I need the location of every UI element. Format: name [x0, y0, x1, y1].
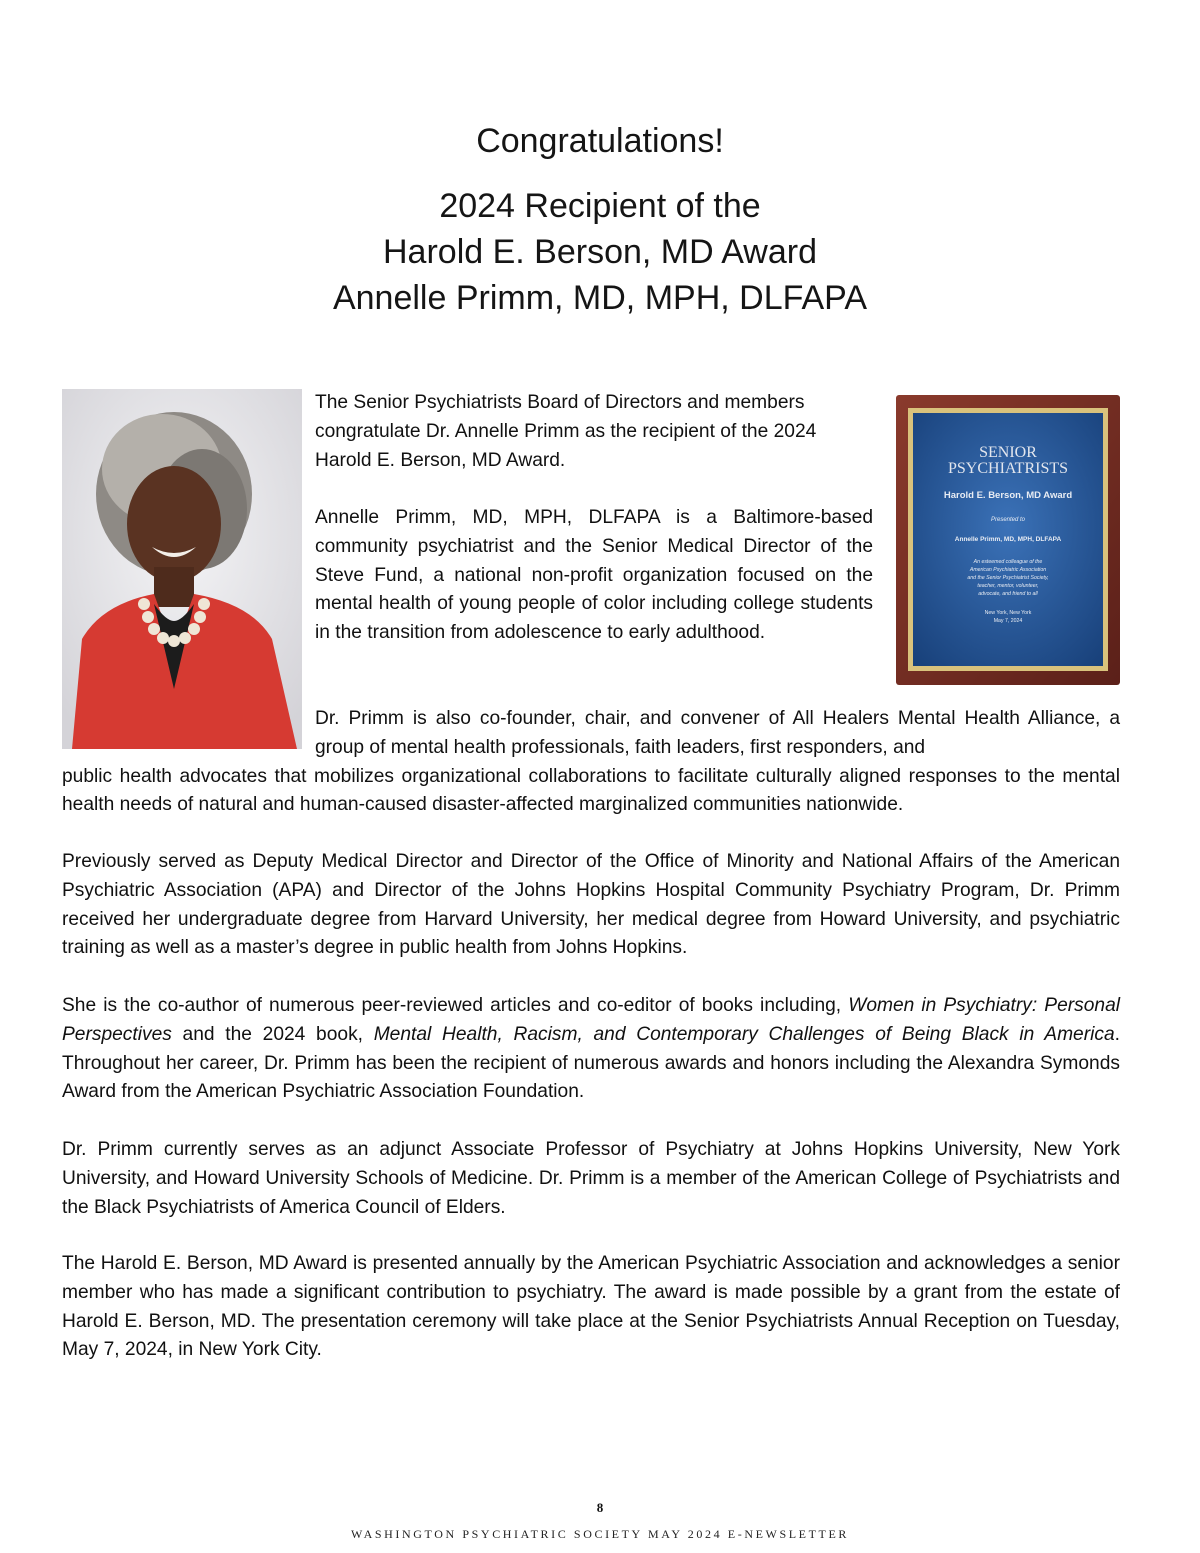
plaque-citation-2: American Psychiatric Association	[969, 567, 1047, 573]
plaque-org-line2: PSYCHIATRISTS	[947, 460, 1069, 477]
publications-text-e: . Throughout her career, Dr. Primm has been the recipient of numerous awards and honors including the Alexandra Symonds Award from the American Psychiatric Association Foundation.	[62, 1023, 1120, 1103]
newsletter-footer: WASHINGTON PSYCHIATRIC SOCIETY MAY 2024 E-NEWSLETTER	[351, 1527, 849, 1541]
award-plaque	[896, 395, 1120, 685]
book-title-mental-health-racism: Mental Health, Racism, and Contemporary Challenges of Being Black in America	[373, 1023, 1115, 1045]
recipient-portrait	[62, 389, 302, 749]
paragraph-alliance	[62, 705, 1120, 820]
recipient-name: Annelle Primm, MD, MPH, DLFAPA	[332, 279, 868, 317]
plaque-date: May 7, 2024	[993, 618, 1023, 624]
paragraph-career: Previously served as Deputy Medical Director and Director of the Office of Minority and National Affairs of the American Psychiatric Association (APA) and Director of the Johns Hopkins Hospital Community Psychiatry Program, Dr. Primm received her undergraduate degree from Harvard University, her medical degree from Howard University, and psychiatric training as well as a master’s degree in public health from Johns Hopkins.	[62, 851, 1120, 959]
plaque-citation-3: and the Senior Psychiatrist Society,	[967, 575, 1049, 581]
plaque-presented: Presented to	[990, 517, 1026, 523]
plaque-illustration	[896, 395, 1120, 685]
paragraph-academic: Dr. Primm currently serves as an adjunct Associate Professor of Psychiatry at Johns Hopkins University, New York University, and Howard University Schools of Medicine. Dr. Primm is a member of the American College of Psychiatrists and the Black Psychiatrists of America Council of Elders.	[62, 1139, 1120, 1218]
award-title-line-1: 2024 Recipient of the	[439, 187, 761, 225]
congratulations-heading: Congratulations!	[476, 122, 724, 160]
book-title-women-in-psychiatry: Women in Psychiatry: Personal Perspectives	[62, 995, 1120, 1045]
portrait-illustration	[62, 389, 302, 749]
plaque-org-line1: SENIOR	[979, 444, 1037, 461]
paragraph-alliance-part-a: Dr. Primm is also co-founder, chair, and convener of All Healers Mental Health Alliance, a group of mental health professionals, faith leaders, first responders, and	[315, 708, 1120, 758]
page-number: 8	[596, 1500, 604, 1515]
paragraph-alliance-part-b: public health advocates that mobilizes organizational collaborations to facilitate culturally aligned responses to the mental health needs of natural and human-caused disaster-affected marginalized communities nationwide.	[62, 765, 1120, 816]
plaque-recipient: Annelle Primm, MD, MPH, DLFAPA	[954, 536, 1062, 543]
plaque-citation-4: teacher, mentor, volunteer,	[977, 583, 1039, 589]
publications-text-c: and the 2024 book,	[171, 1023, 374, 1045]
paragraph-award-description: The Harold E. Berson, MD Award is presented annually by the American Psychiatric Association and acknowledges a senior member who has made a significant contribution to psychiatry. The award is made possible by a grant from the estate of Harold E. Berson, MD. The presentation ceremony will take place at the Senior Psychiatrists Annual Reception on Tuesday, May 7, 2024, in New York City.	[62, 1253, 1120, 1361]
award-title-line-2: Harold E. Berson, MD Award	[383, 233, 817, 271]
plaque-place: New York, New York	[984, 610, 1032, 616]
publications-text-a: She is the co-author of numerous peer-reviewed articles and co-editor of books including,	[62, 995, 849, 1016]
paragraph-bio-intro: Annelle Primm, MD, MPH, DLFAPA is a Baltimore-based community psychiatrist and the Senior Medical Director of the Steve Fund, a national non-profit organization focused on the mental health of young people of color including college students in the transition from adolescence to early adulthood.	[315, 507, 873, 644]
plaque-citation-1: An esteemed colleague of the	[973, 559, 1043, 565]
paragraph-congratulate: The Senior Psychiatrists Board of Directors and members congratulate Dr. Annelle Primm as the recipient of the 2024 Harold E. Berson, MD Award.	[315, 392, 817, 471]
plaque-citation-5: advocate, and friend to all	[978, 591, 1038, 597]
paragraph-publications	[62, 992, 1120, 1107]
award-title-block	[0, 183, 1200, 321]
plaque-award: Harold E. Berson, MD Award	[943, 490, 1073, 501]
